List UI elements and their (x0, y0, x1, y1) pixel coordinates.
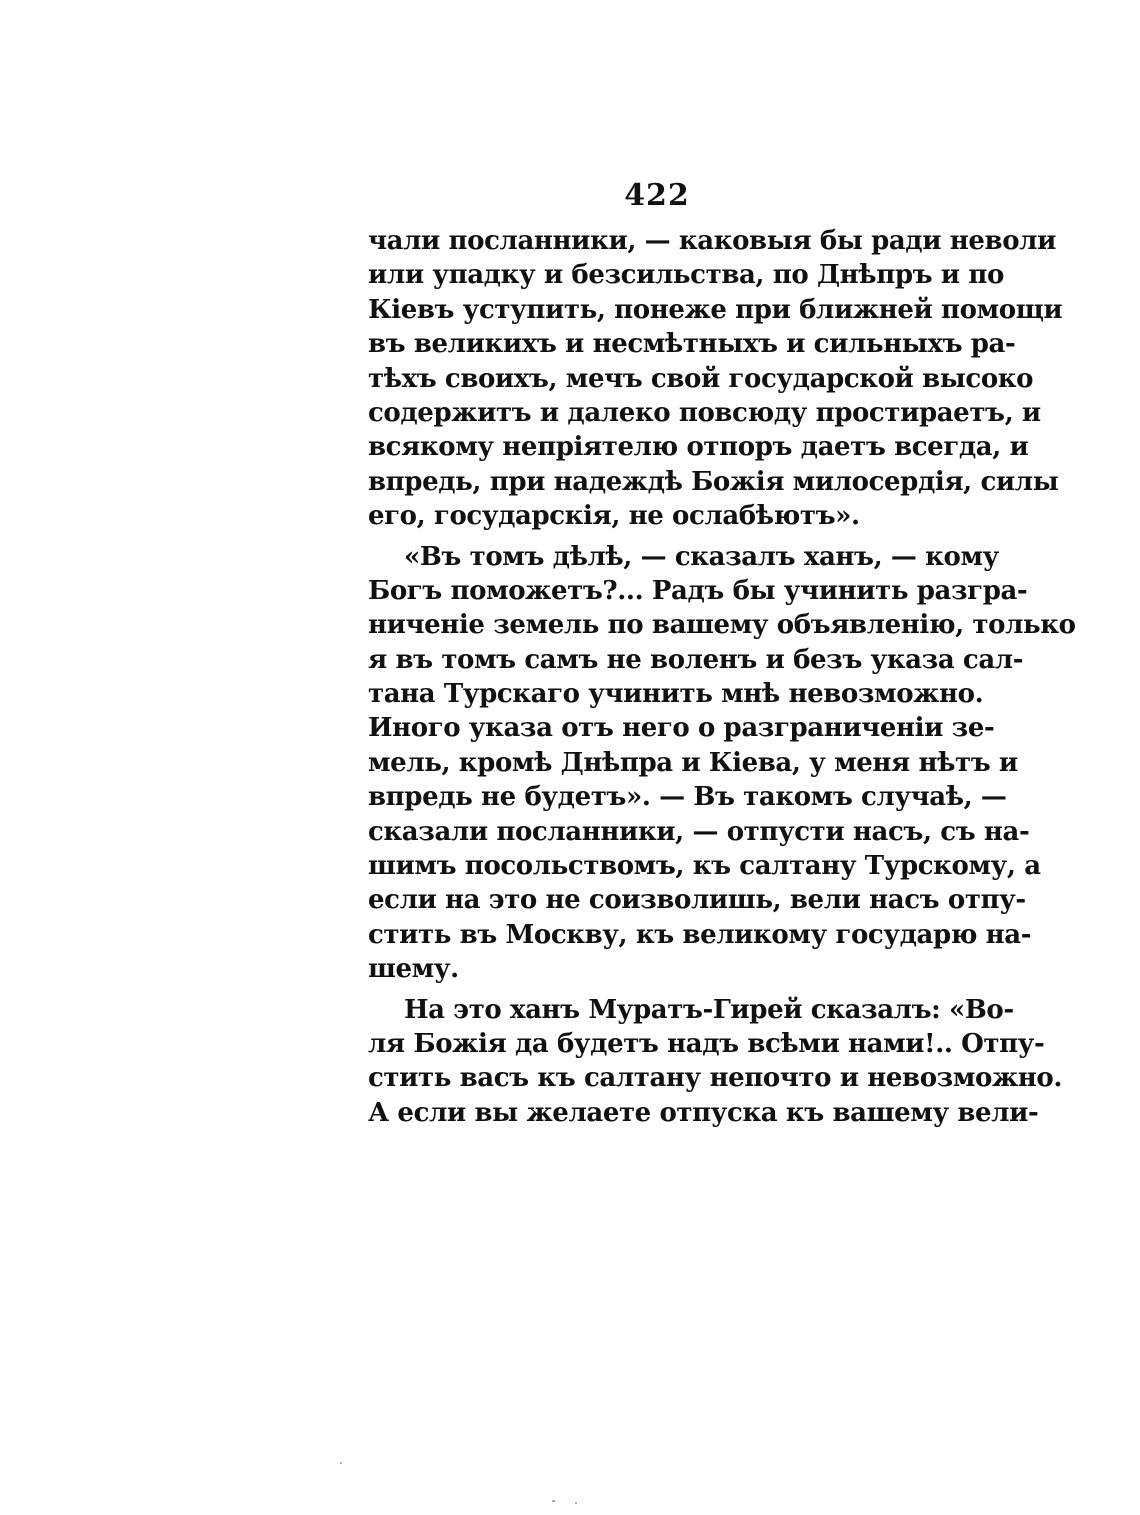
text-line: шимъ посольствомъ, къ салтану Турскому, а (368, 851, 1041, 882)
scan-speck (552, 1500, 555, 1502)
text-line: въ великихъ и несмѣтныхъ и сильныхъ ра- (368, 329, 1016, 360)
paragraph-3 (368, 993, 1063, 1131)
text-line: впредь не будетъ». — Въ такомъ случаѣ, — (368, 782, 1007, 813)
text-line: мель, кромѣ Днѣпра и Кіева, у меня нѣтъ и (368, 747, 1018, 778)
text-line: я въ томъ самъ не воленъ и безъ указа сал- (368, 644, 1024, 675)
text-line: ля Божія да будетъ надъ всѣми нами!.. Отпу- (368, 1028, 1045, 1059)
scan-speck (340, 1462, 342, 1464)
text-line: шему. (368, 954, 459, 985)
text-line: его, государскія, не ослабѣютъ». (368, 501, 860, 532)
scan-speck (575, 1502, 577, 1504)
text-line: А если вы желаете отпуска къ вашему вели- (368, 1097, 1039, 1128)
text-line: Иного указа отъ него о разграниченіи зе- (368, 713, 995, 744)
text-line: впредь, при надеждѣ Божія милосердія, силы (368, 466, 1059, 497)
text-line: Богъ поможетъ?... Радъ бы учинить разгра- (368, 575, 1028, 606)
text-line: чали посланники, — каковыя бы ради неволи (368, 226, 1056, 256)
text-line: ниченіе земель по вашему объявленію, только (368, 610, 1076, 641)
body-text (368, 224, 1076, 1130)
text-line: тана Турскаго учинить мнѣ невозможно. (368, 679, 984, 710)
text-line: Кіевъ уступить, понеже при ближней помощи (368, 294, 1063, 325)
text-line: всякому непріятелю отпоръ даетъ всегда, и (368, 432, 1029, 463)
text-line: стить въ Москву, къ великому государю на- (368, 919, 1032, 950)
paragraph-2 (368, 540, 1076, 987)
text-line: или упадку и безсильства, по Днѣпръ и по (368, 260, 1004, 291)
text-line: если на это не соизволишь, вели насъ отпу- (368, 885, 1026, 916)
text-line: содержитъ и далеко повсюду простираетъ, и (368, 397, 1041, 428)
text-line: «Въ томъ дѣлѣ, — сказалъ ханъ, — кому (404, 541, 999, 572)
text-line: На это ханъ Муратъ-Гирей сказалъ: «Во- (404, 994, 1014, 1025)
page-number: 422 (624, 178, 690, 213)
paragraph-1 (368, 224, 1063, 534)
text-line: сказали посланники, — отпусти насъ, съ на- (368, 816, 1030, 847)
text-line: тѣхъ своихъ, мечъ свой государской высоко (368, 363, 1034, 394)
text-line: стить васъ къ салтану непочто и невозможно. (368, 1063, 1063, 1094)
